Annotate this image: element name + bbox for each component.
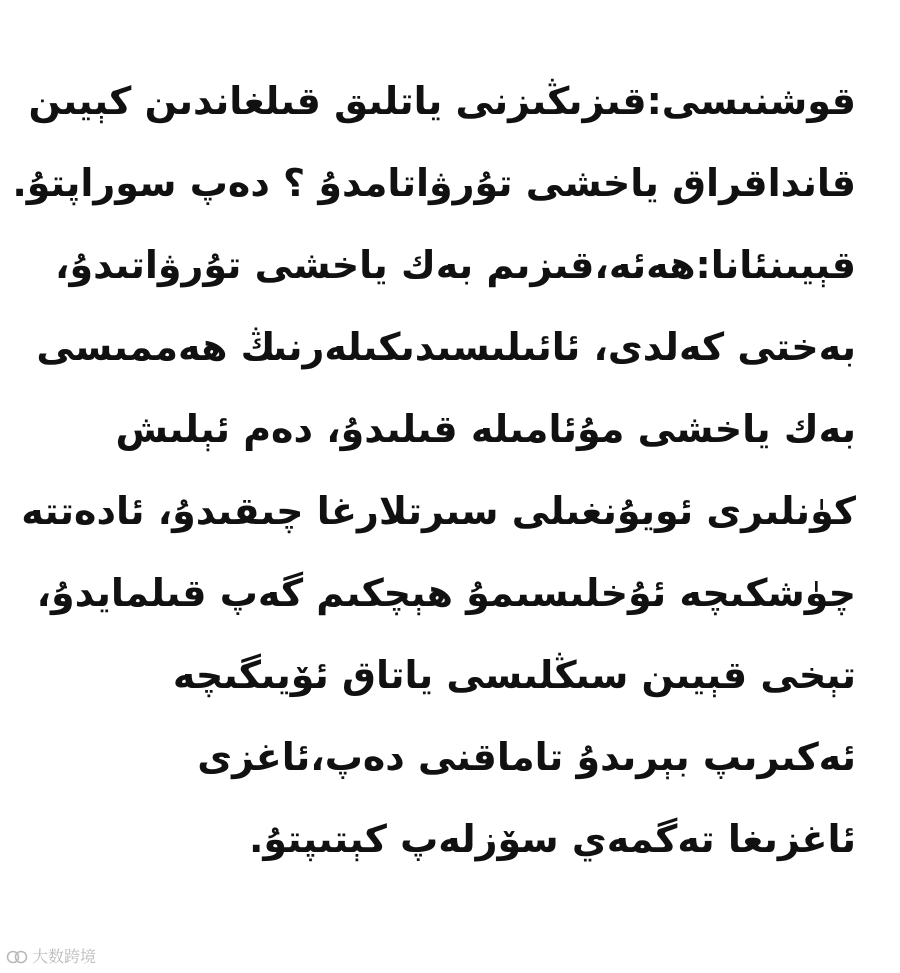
- text-line-5: بەك ياخشى مۇئامىلە قىلىدۇ، دەم ئېلىش: [115, 407, 856, 451]
- text-line-8: تېخى قېيىن سىڭلىسى ياتاق ئۆيىگىچە: [172, 653, 856, 697]
- watermark-text: 大数跨境: [32, 947, 97, 966]
- text-line-1: قوشنىسى:قىزىڭىزنى ياتلىق قىلغاندىن كېيىن: [28, 79, 856, 123]
- text-line-10: ئاغزىغا تەگمەي سۆزلەپ كېتىپتۇ.: [248, 817, 856, 861]
- paragraph: [12, 60, 856, 880]
- text-line-4: بەختى كەلدى، ئائىلىسىدىكىلەرنىڭ ھەممىسى: [36, 325, 856, 369]
- text-line-7: چۈشكىچە ئۇخلىسىمۇ ھېچكىم گەپ قىلمايدۇ،: [36, 571, 856, 615]
- text-line-6: كۈنلىرى ئويۇنغىلى سىرتلارغا چىقىدۇ، ئادەتتە: [21, 489, 856, 533]
- text-line-9: ئەكىرىپ بېرىدۇ تاماقنى دەپ،ئاغزى: [197, 735, 856, 779]
- watermark: [6, 944, 96, 967]
- text-line-2: قانداقراق ياخشى تۇرۋاتامدۇ ؟ دەپ سوراپتۇ.: [12, 161, 856, 205]
- text-line-3: قېيىنئانا:ھەئە،قىزىم بەك ياخشى تۇرۋاتىدۇ،: [55, 243, 856, 287]
- brand-logo-icon: [6, 949, 28, 963]
